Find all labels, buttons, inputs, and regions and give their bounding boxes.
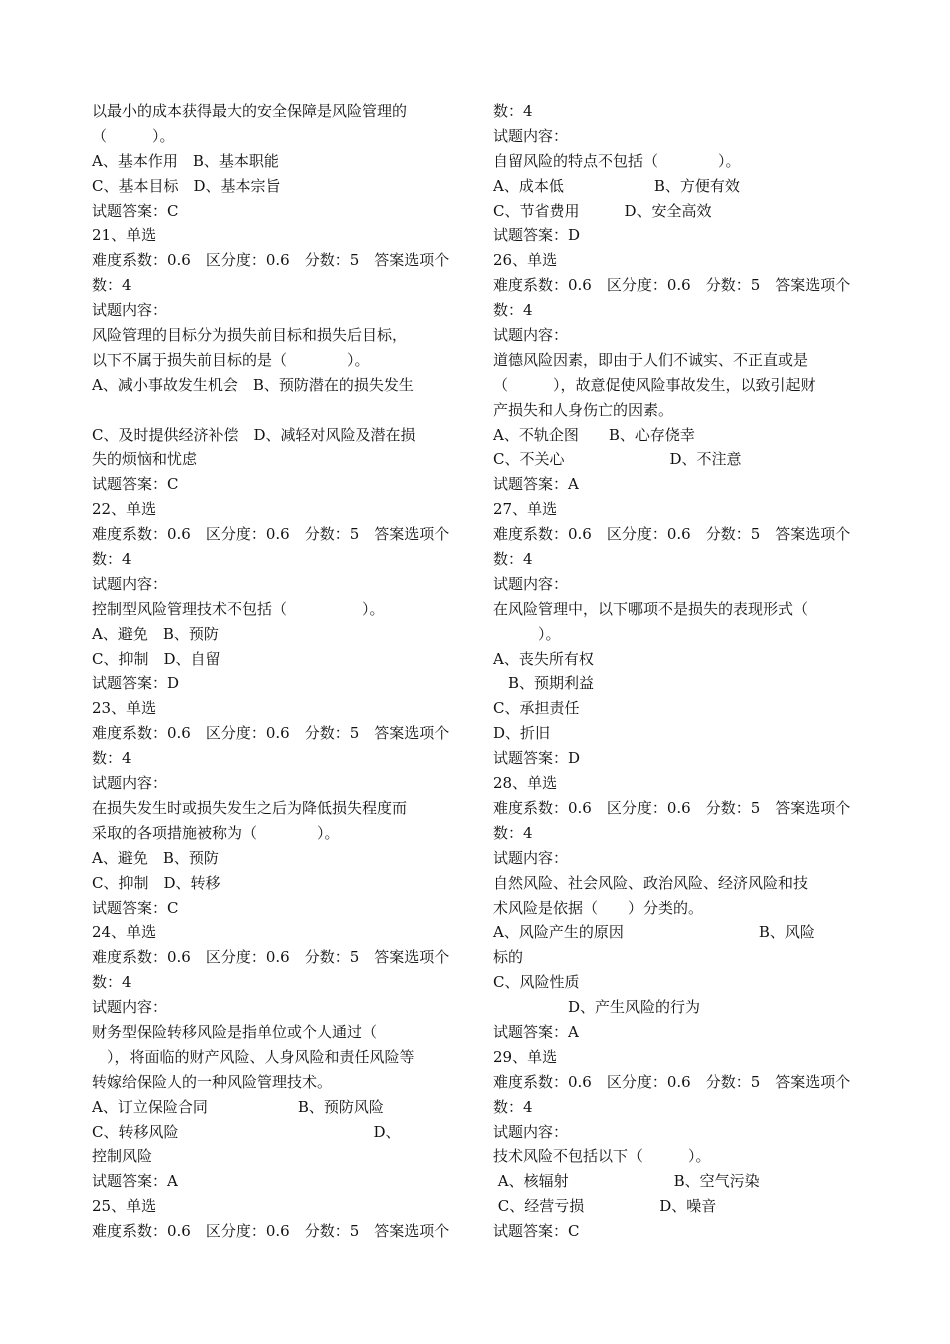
text-line: A、核辐射 B、空气污染: [493, 1172, 760, 1191]
text-line: 数：4: [92, 973, 132, 992]
text-line: C、基本目标 D、基本宗旨: [92, 176, 281, 195]
text-line: 数：4: [493, 1097, 533, 1116]
text-line: 数：4: [92, 550, 132, 569]
text-line: 试题答案：C: [92, 201, 179, 220]
text-line: 控制型风险管理技术不包括（ ）。: [92, 599, 385, 618]
text-line: A、成本低 B、方便有效: [493, 176, 740, 195]
text-line: 技术风险不包括以下（ ）。: [493, 1147, 711, 1166]
text-line: 产损失和人身伤亡的因素。: [493, 400, 674, 419]
text-line: A、订立保险合同 B、预防风险: [92, 1097, 384, 1116]
text-line: 以下不属于损失前目标的是（ ）。: [92, 350, 370, 369]
text-line: 试题内容：: [92, 998, 168, 1017]
text-line: 以最小的成本获得最大的安全保障是风险管理的: [92, 102, 408, 120]
text-line: 27、单选: [493, 500, 558, 519]
text-line: 自留风险的特点不包括（ ）。: [493, 151, 741, 170]
text-line: A、不轨企图 B、心存侥幸: [493, 425, 695, 444]
text-line: 试题内容：: [92, 774, 168, 793]
text-line: 难度系数：0.6 区分度：0.6 分数：5 答案选项个: [493, 276, 851, 295]
text-line: 试题内容：: [493, 848, 569, 867]
text-line: 试题答案：A: [493, 475, 579, 494]
text-line: C、及时提供经济补偿 D、减轻对风险及潜在损: [92, 425, 416, 444]
text-line: 财务型保险转移风险是指单位或个人通过（: [92, 1022, 378, 1041]
text-line: 数：4: [493, 823, 533, 842]
text-line: A、风险产生的原因 B、风险: [493, 923, 815, 942]
text-line: 数：4: [493, 550, 533, 569]
text-line: A、丧失所有权: [493, 649, 594, 668]
text-line: 难度系数：0.6 区分度：0.6 分数：5 答案选项个: [92, 251, 450, 270]
text-line: C、节省费用 D、安全高效: [493, 201, 712, 220]
text-line: ）。: [493, 624, 561, 643]
text-line: 试题答案：D: [92, 674, 180, 693]
text-line: 25、单选: [92, 1197, 157, 1216]
text-line: 数：4: [493, 301, 533, 320]
text-line: 转嫁给保险人的一种风险管理技术。: [92, 1072, 333, 1091]
text-line: 标的: [493, 948, 524, 967]
text-line: [92, 398, 462, 423]
text-line: 28、单选: [493, 774, 558, 793]
text-line: ），将面临的财产风险、人身风险和责任风险等: [92, 1047, 415, 1066]
text-line: 道德风险因素，即由于人们不诚实、不正直或是: [493, 350, 809, 369]
text-line: D、产生风险的行为: [493, 998, 701, 1017]
text-line: 21、单选: [92, 226, 157, 245]
text-line: 试题答案：C: [92, 475, 179, 494]
text-line: A、减小事故发生机会 B、预防潜在的损失发生: [92, 375, 414, 394]
text-line: B、预期利益: [493, 674, 595, 693]
text-line: 术风险是依据（ ）分类的。: [493, 898, 704, 917]
text-line: C、抑制 D、转移: [92, 873, 221, 892]
left-column: [92, 99, 462, 1244]
text-line: 控制风险: [92, 1147, 153, 1166]
text-line: C、风险性质: [493, 973, 580, 992]
text-line: 试题内容：: [493, 126, 569, 145]
text-line: 试题答案：D: [493, 226, 581, 245]
text-line: （ ）。: [92, 126, 175, 145]
text-line: C、转移风险 D、: [92, 1122, 401, 1141]
text-line: 24、单选: [92, 923, 157, 942]
text-line: 试题内容：: [493, 574, 569, 593]
text-line: 难度系数：0.6 区分度：0.6 分数：5 答案选项个: [493, 798, 851, 817]
text-line: C、承担责任: [493, 699, 580, 718]
text-line: C、经营亏损 D、噪音: [493, 1197, 717, 1216]
text-line: 自然风险、社会风险、政治风险、经济风险和技: [493, 873, 809, 892]
text-line: 22、单选: [92, 500, 157, 519]
text-line: 试题答案：A: [92, 1172, 178, 1191]
text-line: D、折旧: [493, 724, 551, 743]
text-line: 难度系数：0.6 区分度：0.6 分数：5 答案选项个: [92, 948, 450, 967]
text-line: C、抑制 D、自留: [92, 649, 221, 668]
text-line: 难度系数：0.6 区分度：0.6 分数：5 答案选项个: [92, 724, 450, 743]
text-line: 数：4: [92, 276, 132, 295]
text-line: A、避免 B、预防: [92, 624, 219, 643]
text-line: C、不关心 D、不注意: [493, 450, 742, 469]
text-line: 采取的各项措施被称为（ ）。: [92, 823, 340, 842]
text-line: 难度系数：0.6 区分度：0.6 分数：5 答案选项个: [493, 525, 851, 544]
right-column: [493, 99, 861, 1244]
text-line: 23、单选: [92, 699, 157, 718]
text-line: 数：4: [92, 749, 132, 768]
text-line: 试题内容：: [493, 326, 569, 345]
text-line: 失的烦恼和忧虑: [92, 450, 198, 469]
text-line: 数：4: [493, 102, 533, 120]
text-line: 难度系数：0.6 区分度：0.6 分数：5 答案选项个: [493, 1072, 851, 1091]
text-line: 试题答案：A: [493, 1022, 579, 1041]
text-line: 难度系数：0.6 区分度：0.6 分数：5 答案选项个: [92, 1222, 450, 1241]
text-line: 试题内容：: [92, 574, 168, 593]
text-line: 试题答案：D: [493, 749, 581, 768]
text-line: 试题内容：: [92, 301, 168, 320]
text-line: A、避免 B、预防: [92, 848, 219, 867]
text-line: 难度系数：0.6 区分度：0.6 分数：5 答案选项个: [92, 525, 450, 544]
text-line: 26、单选: [493, 251, 558, 270]
text-line: 试题内容：: [493, 1122, 569, 1141]
text-line: 试题答案：C: [493, 1222, 580, 1241]
text-line: 29、单选: [493, 1047, 558, 1066]
text-line: A、基本作用 B、基本职能: [92, 151, 279, 170]
text-line: 试题答案：C: [92, 898, 179, 917]
text-line: （ ），故意促使风险事故发生，以致引起财: [493, 375, 816, 394]
text-line: 在损失发生时或损失发生之后为降低损失程度而: [92, 798, 408, 817]
text-line: 在风险管理中，以下哪项不是损失的表现形式（: [493, 599, 809, 618]
text-line: 风险管理的目标分为损失前目标和损失后目标，: [92, 326, 408, 345]
